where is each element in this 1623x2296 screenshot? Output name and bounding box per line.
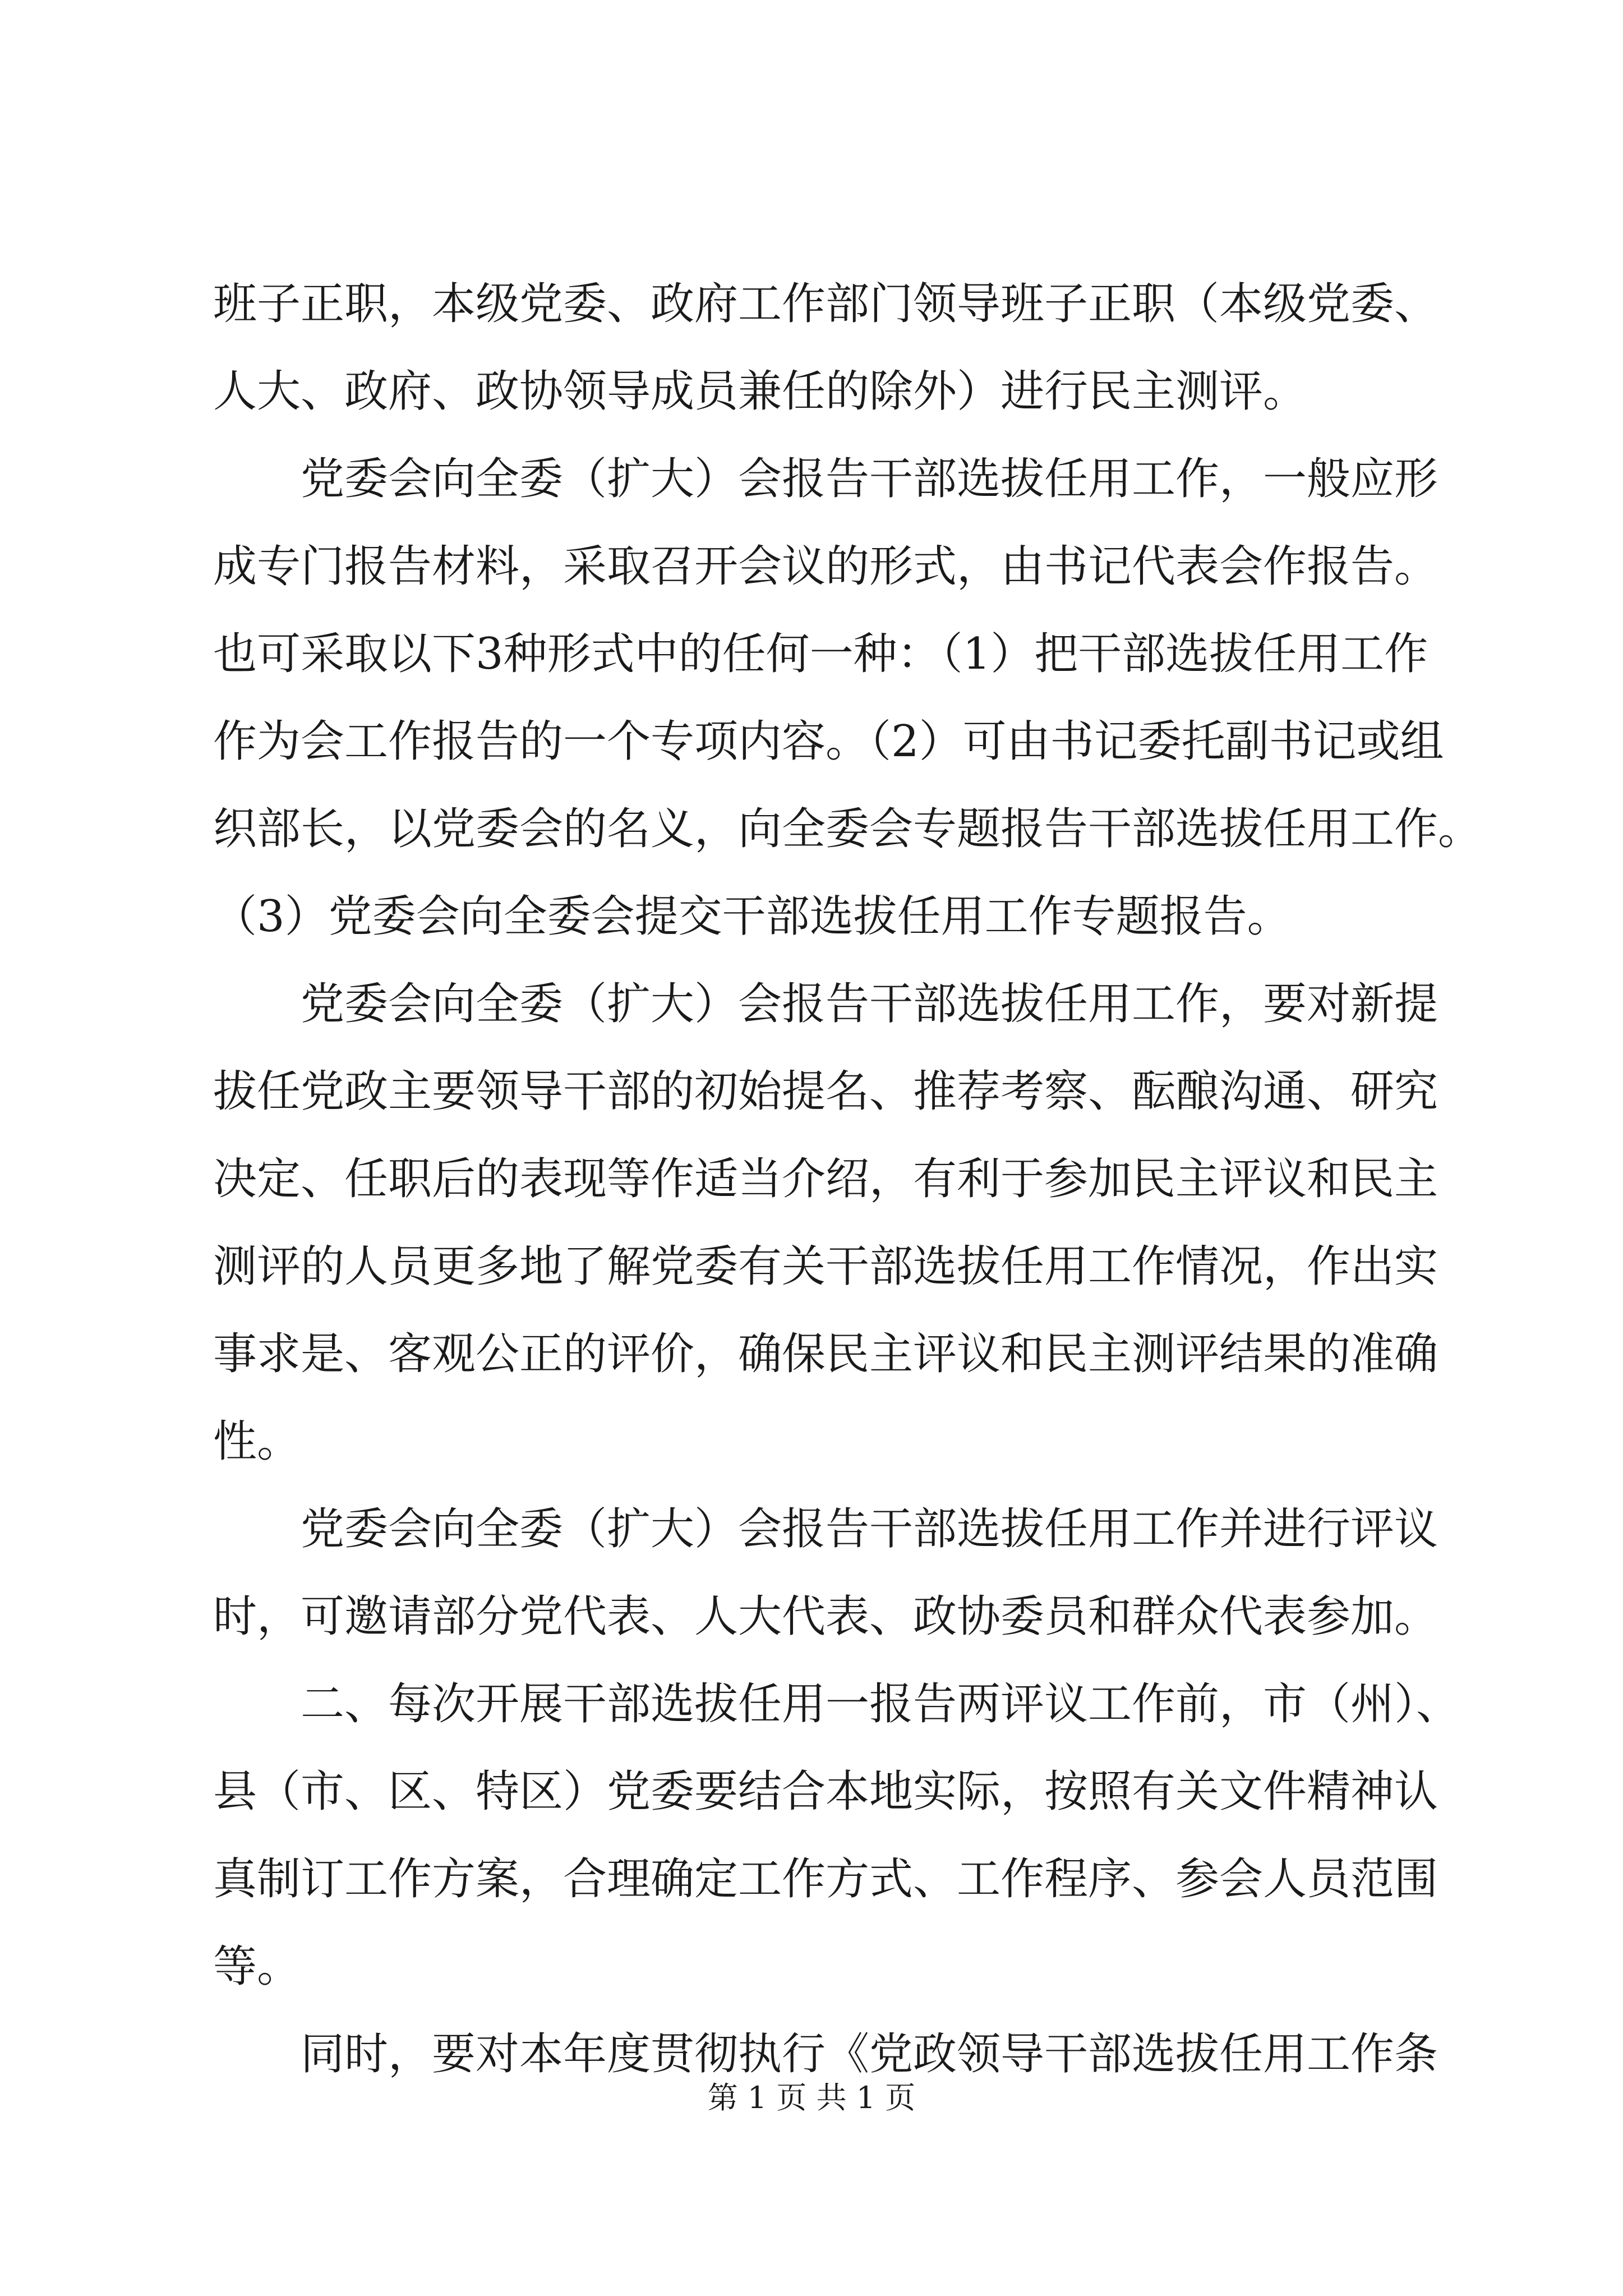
text-line: 成专门报告材料，采取召开会议的形式，由书记代表会作报告。 [213,541,1438,592]
text-line: 党委会向全委（扩大）会报告干部选拔任用工作并进行评议 [301,1504,1438,1554]
text-line: 也可采取以下3种形式中的任何一种：（1）把干部选拔任用工作 [213,629,1428,679]
text-line: 拔任党政主要领导干部的初始提名、推荐考察、酝酿沟通、研究 [213,1066,1438,1117]
text-line: 人大、政府、政协领导成员兼任的除外）进行民主测评。 [213,366,1307,417]
text-line: （3）党委会向全委会提交干部选拔任用工作专题报告。 [213,891,1291,942]
text-line: 等。 [213,1941,301,1992]
text-line: 真制订工作方案，合理确定工作方式、工作程序、参会人员范围 [213,1854,1438,1904]
text-line: 决定、任职后的表现等作适当介绍，有利于参加民主评议和民主 [213,1154,1438,1204]
text-line: 县（市、区、特区）党委要结合本地实际，按照有关文件精神认 [213,1766,1438,1817]
text-line: 测评的人员更多地了解党委有关干部选拔任用工作情况，作出实 [213,1241,1438,1292]
text-line: 事求是、客观公正的评价，确保民主评议和民主测评结果的准确 [213,1329,1438,1379]
text-line: 同时，要对本年度贯彻执行《党政领导干部选拔任用工作条 [301,2029,1438,2079]
document-body [213,260,1482,2098]
text-line: 班子正职，本级党委、政府工作部门领导班子正职（本级党委、 [213,279,1438,329]
text-line: 党委会向全委（扩大）会报告干部选拔任用工作，一般应形 [301,454,1438,504]
text-line: 织部长，以党委会的名义，向全委会专题报告干部选拔任用工作。 [213,804,1482,854]
text-line: 二、每次开展干部选拔任用一报告两评议工作前，市（州）、 [301,1679,1460,1729]
text-line: 性。 [213,1416,301,1467]
page-number-footer: 第 1 页 共 1 页 [707,2080,916,2115]
text-line: 党委会向全委（扩大）会报告干部选拔任用工作，要对新提 [301,979,1438,1029]
text-line: 作为会工作报告的一个专项内容。（2）可由书记委托副书记或组 [213,716,1444,767]
text-line: 时，可邀请部分党代表、人大代表、政协委员和群众代表参加。 [213,1591,1438,1642]
